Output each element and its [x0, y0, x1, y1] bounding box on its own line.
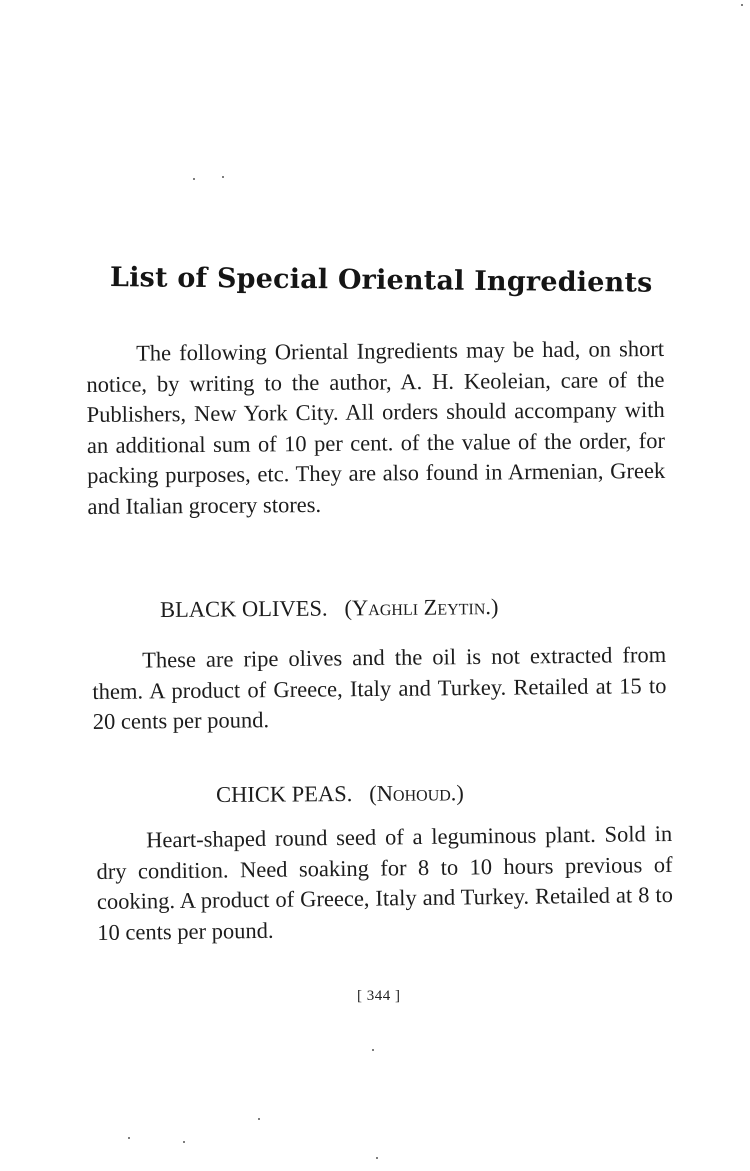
page-number: [ 344 ]	[357, 988, 401, 1004]
scan-speck	[193, 178, 195, 180]
section-paragraph-black-olives	[92, 640, 667, 738]
scan-speck	[222, 176, 224, 178]
scan-speck	[372, 1049, 374, 1051]
intro-paragraph	[86, 334, 666, 522]
section-heading-black-olives	[160, 594, 499, 623]
section-heading-label: BLACK OLIVES.	[160, 595, 328, 622]
scan-speck	[258, 1118, 260, 1120]
section-heading-chick-peas	[216, 780, 464, 808]
section-heading-label: CHICK PEAS.	[216, 781, 353, 807]
scan-speck	[128, 1137, 130, 1139]
page-title: List of Special Oriental Ingredients	[109, 262, 653, 299]
section-native-name: (Yaghli Zeytin.)	[344, 594, 499, 621]
scan-speck	[741, 4, 743, 6]
section-text: These are ripe olives and the oil is not extracted from them. A product of Greece, Italy and Turkey. Retailed at 15 to 20 cents per pound.	[92, 641, 667, 734]
section-native-name: (Nohoud.)	[369, 780, 464, 806]
section-text: Heart-shaped round seed of a leguminous plant. Sold in dry condition. Need soaking for 8 to 10 hours previous of cooking. A product of Greece, Italy and Turkey. Retailed at 8 to 10 cents per pound.	[96, 820, 674, 945]
scan-speck	[183, 1141, 185, 1143]
section-paragraph-chick-peas	[96, 819, 673, 948]
scan-speck	[376, 1157, 378, 1159]
intro-text: The following Oriental Ingredients may be had, on short notice, by writing to the author, A. H. Keoleian, care of the Publishers, New York City. All orders should accompany with an additional sum of 10 per cent. of the value of the order, for packing purposes, etc. They are also found in Armenian, Greek and Italian grocery stores.	[86, 335, 666, 519]
